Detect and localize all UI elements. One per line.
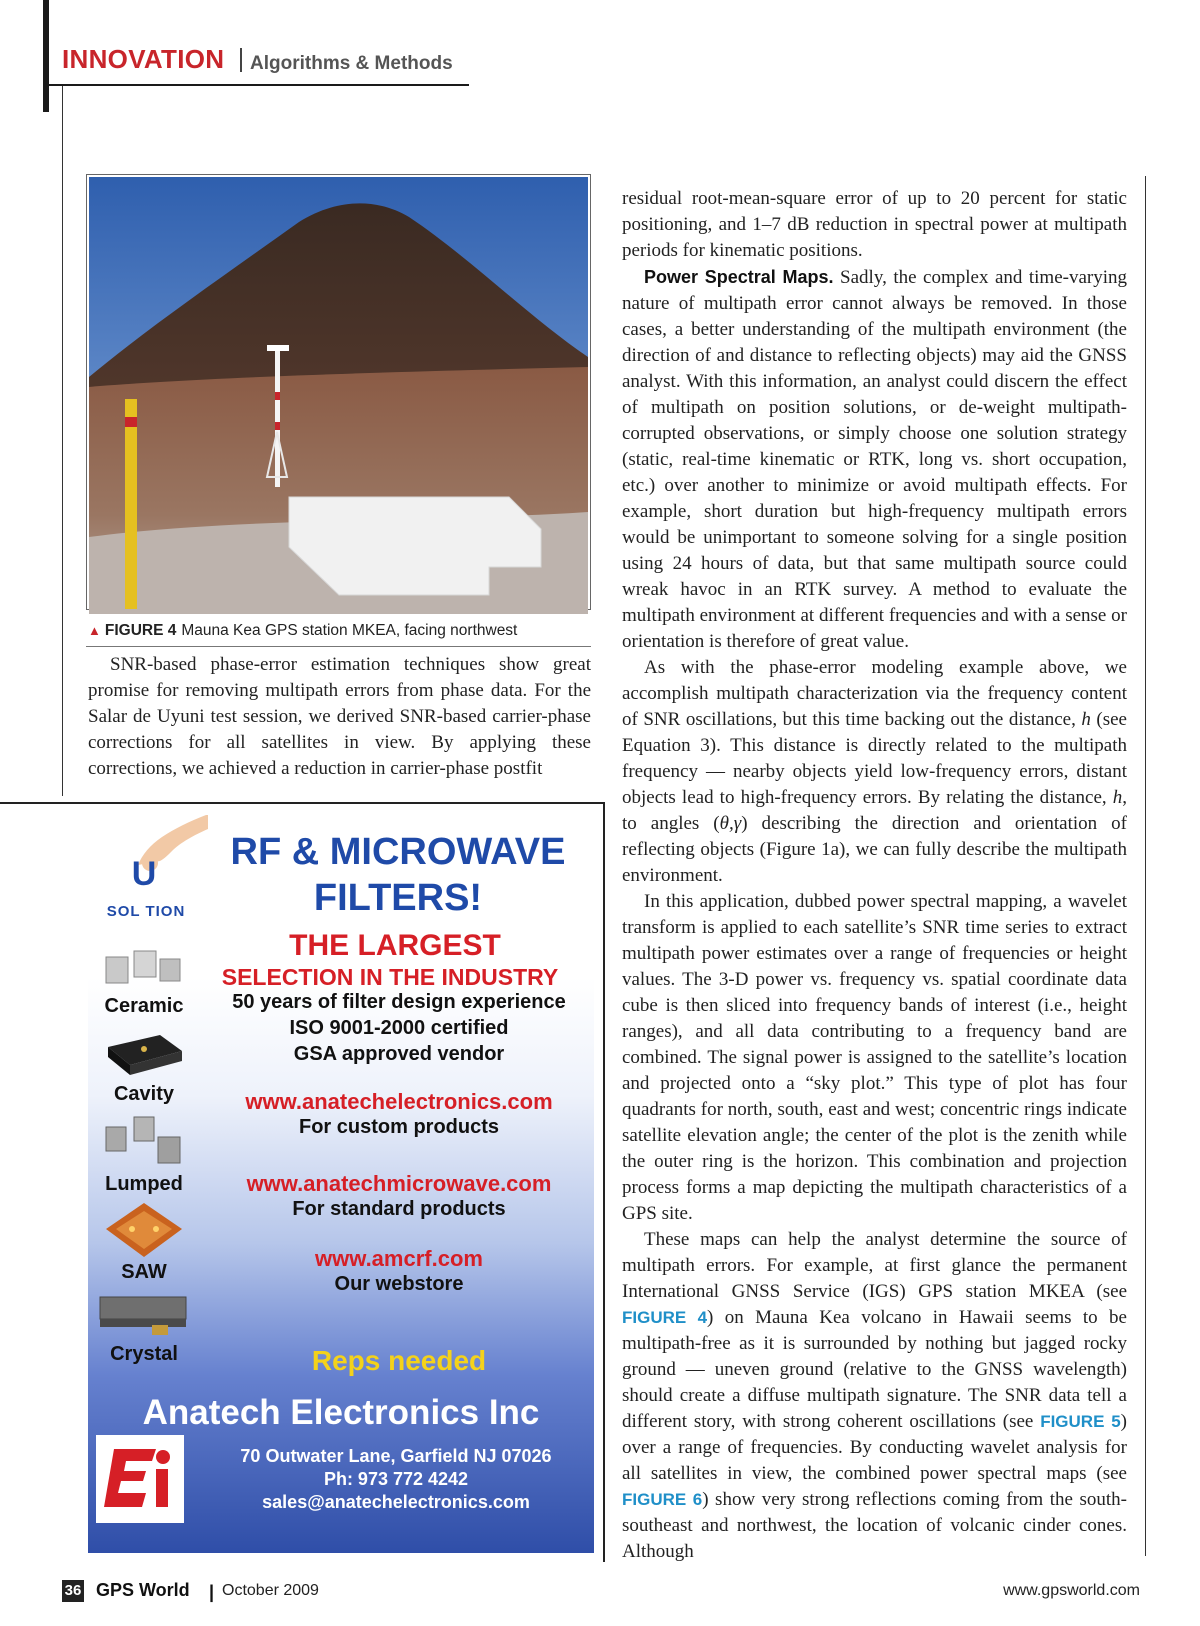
header-bar (43, 0, 49, 112)
ad-link-note: For standard products (292, 1198, 506, 1220)
left-column-rule (62, 86, 63, 796)
magazine-name: GPS World (96, 1580, 190, 1600)
figure-reference[interactable]: FIGURE 5 (1040, 1412, 1121, 1431)
category-ceramic: Ceramic (104, 995, 184, 1017)
math-variable: h (1081, 709, 1091, 730)
paragraph: residual root-mean-square error of up to 20 percent for static positioning, and 1–7 dB reduction in spectral power at multipath periods for kinematic positions. (622, 188, 1127, 261)
paragraph-text: As with the phase-error modeling example above, we accomplish multipath characterization via the frequency content of SNR oscillations, but this time backing out the distance, (622, 657, 1127, 730)
caption-rule (86, 646, 591, 647)
figure-4-photo (89, 177, 588, 614)
ad-border-top (0, 802, 604, 804)
ceramic-filter-image (100, 943, 186, 989)
section-subtitle: Algorithms & Methods (250, 53, 453, 74)
ad-feature: 50 years of filter design experience (232, 991, 566, 1013)
paragraph (622, 264, 1127, 655)
math-variable: θ,γ (719, 813, 742, 834)
footer-separator: | (209, 1582, 215, 1602)
math-variable: h (1112, 787, 1123, 808)
category-cavity: Cavity (113, 1083, 175, 1105)
section-heading: Power Spectral Maps. (644, 267, 834, 287)
lumped-filter-image (100, 1111, 186, 1169)
cavity-filter-image (102, 1029, 186, 1079)
paragraph-text: , to angles ( (622, 787, 1127, 834)
ad-link-webstore[interactable]: www.amcrf.com (315, 1246, 483, 1271)
ad-border-right (603, 802, 605, 1562)
ad-link-note: Our webstore (334, 1273, 464, 1295)
logo-text: SOL TION (106, 903, 186, 920)
paragraph-text: ) describing the direction and orientation of reflecting objects (Figure 1a), we can fully describe the multipath environment. (622, 813, 1127, 886)
figure-reference[interactable]: FIGURE 4 (622, 1308, 708, 1327)
ad-headline: THE LARGEST (289, 929, 501, 962)
figure-reference[interactable]: FIGURE 6 (622, 1490, 703, 1509)
ad-link-custom[interactable]: www.anatechelectronics.com (245, 1089, 553, 1114)
paragraph-text: (see Equation 3). This distance is directly related to the multipath frequency — nearby objects yield low-frequency errors, distant objects lead to high-frequency errors. By relating the distance, (622, 709, 1127, 808)
header-rule (49, 84, 469, 86)
ad-feature: ISO 9001-2000 certified (289, 1017, 509, 1039)
triangle-icon: ▲ (88, 623, 101, 638)
paragraph-text: ) show very strong reflections coming from the south-southeast and northwest, the location of volcanic cinder cones. Although (622, 1489, 1127, 1562)
advertisement[interactable] (88, 815, 594, 1553)
paragraph (622, 1227, 1127, 1565)
ad-feature: GSA approved vendor (293, 1043, 505, 1065)
paragraph: SNR-based phase-error estimation techniques show great promise for removing multipath errors from phase data. For the Salar de Uyuni test session, we derived SNR-based carrier-phase corrections for all satellites in view. By applying these corrections, we achieved a reduction in carrier-phase postfit (88, 654, 591, 779)
ad-company-name: Anatech Electronics Inc (142, 1393, 540, 1432)
ad-phone: Ph: 973 772 4242 (323, 1469, 469, 1489)
paragraph (622, 655, 1127, 889)
saw-filter-image (102, 1199, 186, 1261)
ad-title-line: FILTERS! (313, 877, 483, 919)
paragraph-text: ) on Mauna Kea volcano in Hawaii seems to be multipath-free as it is surrounded by nothing but jagged rocky ground — uneven ground (relative to the GNSS wavelength) should create a diffuse multipath signature. The SNR data tell a different story, with strong coherent oscillations (see (622, 1307, 1127, 1432)
right-column-rule (1145, 176, 1146, 1556)
ad-subheadline: SELECTION IN THE INDUSTRY (221, 964, 559, 990)
paragraph-text: These maps can help the analyst determine the source of multipath errors. For example, at first glance the permanent International GNSS Service (IGS) GPS station MKEA (see (622, 1229, 1127, 1302)
ei-logo-icon (96, 1435, 184, 1523)
category-saw: SAW (121, 1261, 167, 1283)
ad-email[interactable]: sales@anatechelectronics.com (262, 1492, 530, 1512)
ad-title-line: RF & MICROWAVE (230, 831, 566, 873)
crystal-filter-image (96, 1287, 190, 1343)
page-number: 36 (62, 1580, 84, 1602)
magazine-url[interactable]: www.gpsworld.com (1003, 1582, 1140, 1599)
logo-letter: U (131, 855, 157, 893)
ad-address: 70 Outwater Lane, Garfield NJ 07026 (240, 1446, 552, 1466)
left-column-text (88, 652, 591, 782)
figure-label: FIGURE 4 (104, 622, 177, 639)
category-crystal: Crystal (110, 1343, 178, 1365)
section-title: INNOVATION (62, 44, 225, 74)
paragraph: In this application, dubbed power spectral mapping, a wavelet transform is applied to each satellite’s SNR time series to extract multipath power estimates over a range of frequencies or height values. The 3-D power vs. frequency vs. spatial coordinate data cube is then sliced into frequency bands of interest (i.e., height ranges), and all data contributing to a frequency band are combined. The signal power is assigned to the satellite’s location and projected onto a “sky plot.” This type of plot has four quadrants for north, south, east and west; concentric rings indicate satellite elevation angle; the center of the plot is the zenith while the outer ring is the horizon. This combination and projection process forms a map depicting the multipath characteristics of a GPS site. (622, 891, 1127, 1224)
paragraph-text: Sadly, the complex and time-varying nature of multipath error cannot always be removed. In those cases, a better understanding of the multipath environment (the direction of and distance to reflecting objects) may aid the GNSS analyst. With this information, an analyst could discern the effect of multipath on position solutions, or de-weight multipath-corrupted observations, or simply choose one solution strategy (static, real-time kinematic or RTK, long vs. short occupation, etc.) over another to minimize or avoid multipath effects. For example, short duration but high-frequency multipath errors would be unimportant to someone solving for a single position using 24 hours of data, but that same multipath source could wreak havoc in an RTK survey. A method to evaluate the multipath environment at different frequencies and with a sense or orientation is therefore of great value. (622, 267, 1128, 652)
ad-title (208, 829, 588, 921)
header-separator (240, 48, 242, 72)
right-column-text (622, 186, 1127, 1565)
issue-date: October 2009 (222, 1582, 319, 1599)
category-lumped: Lumped (105, 1173, 183, 1195)
ad-link-note: For custom products (298, 1116, 499, 1138)
caption-text: Mauna Kea GPS station MKEA, facing northwest (181, 622, 518, 639)
ad-reps-needed: Reps needed (311, 1345, 487, 1376)
figure-4-caption (88, 622, 517, 640)
ad-link-standard[interactable]: www.anatechmicrowave.com (246, 1171, 552, 1196)
paragraph-text: ) over a range of frequencies. By conducting wavelet analysis for all satellites in view, the combined power spectral maps (see (622, 1411, 1127, 1484)
